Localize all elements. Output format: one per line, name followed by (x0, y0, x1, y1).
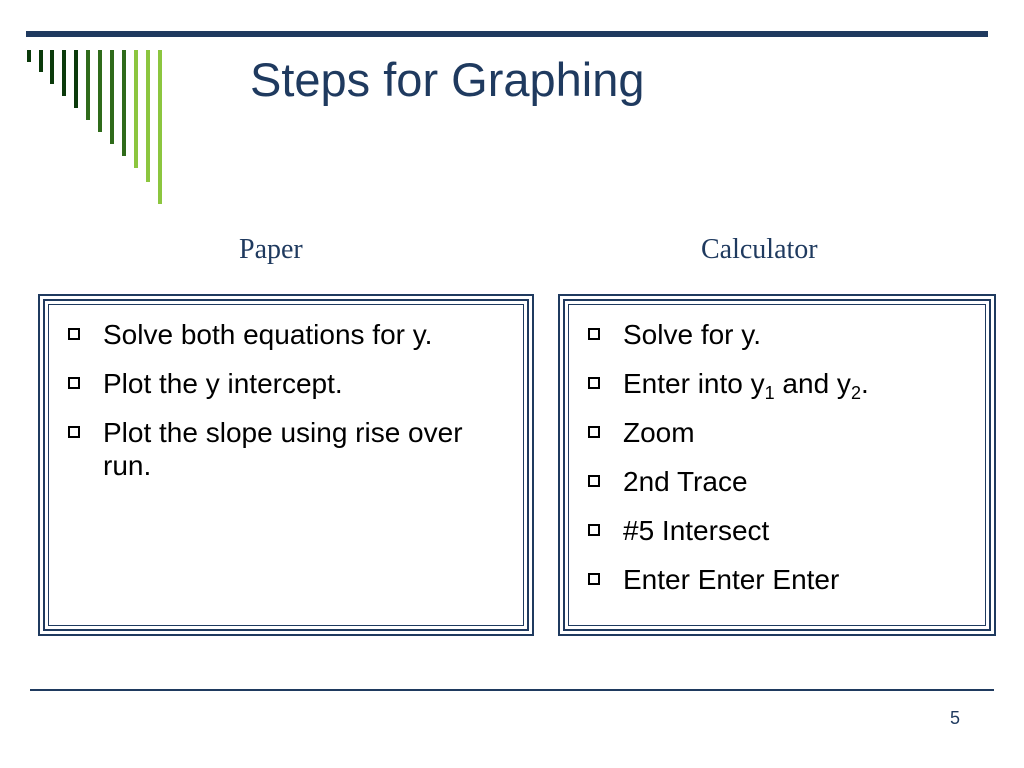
decorative-bar (134, 50, 138, 168)
decorative-bar (39, 50, 43, 72)
list-item (585, 318, 975, 351)
decorative-bar (50, 50, 54, 84)
paper-steps-list (65, 318, 513, 498)
step-text: #5 Intersect (623, 515, 770, 546)
calculator-box-inner-border (563, 299, 991, 631)
step-text-suffix: . (860, 368, 869, 399)
decorative-bar (62, 50, 66, 96)
subscript-2: 2 (850, 383, 861, 403)
calculator-steps-list (585, 318, 975, 612)
paper-box-inner-border (43, 299, 529, 631)
decorative-bar (27, 50, 31, 62)
column-heading-calculator: Calculator (701, 234, 818, 265)
decorative-bar (86, 50, 90, 120)
decorative-bar (98, 50, 102, 132)
hollow-square-bullet-icon (68, 426, 80, 438)
decorative-bar (110, 50, 114, 144)
list-item (65, 416, 513, 482)
step-text: Solve both equations for y. (103, 319, 433, 350)
step-text: Solve for y. (623, 319, 761, 350)
hollow-square-bullet-icon (588, 328, 600, 340)
hollow-square-bullet-icon (588, 524, 600, 536)
paper-box-innermost-border (48, 304, 524, 626)
calculator-box-innermost-border (568, 304, 986, 626)
column-heading-paper: Paper (239, 234, 303, 265)
list-item (65, 367, 513, 400)
list-item (65, 318, 513, 351)
hollow-square-bullet-icon (588, 573, 600, 585)
paper-steps-box (38, 294, 534, 636)
list-item (585, 465, 975, 498)
step-text (623, 368, 869, 403)
calculator-steps-box (558, 294, 996, 636)
hollow-square-bullet-icon (68, 328, 80, 340)
step-text-middle: and y (774, 368, 851, 399)
list-item (585, 563, 975, 596)
page-number: 5 (950, 708, 961, 728)
decorative-bar (146, 50, 150, 182)
hollow-square-bullet-icon (588, 475, 600, 487)
subscript-1: 1 (764, 383, 775, 403)
hollow-square-bullet-icon (588, 377, 600, 389)
list-item (585, 416, 975, 449)
hollow-square-bullet-icon (68, 377, 80, 389)
decorative-bar (158, 50, 162, 204)
step-text: Plot the slope using rise over run. (103, 417, 463, 481)
slide-title: Steps for Graphing (250, 53, 645, 106)
step-text: Enter Enter Enter (623, 564, 840, 595)
hollow-square-bullet-icon (588, 426, 600, 438)
decorative-bar (122, 50, 126, 156)
step-text: Zoom (623, 417, 695, 448)
step-text: Plot the y intercept. (103, 368, 343, 399)
step-text-prefix: Enter into y (623, 368, 765, 399)
list-item (585, 367, 975, 403)
bottom-rule (30, 689, 994, 691)
list-item (585, 514, 975, 547)
step-text: 2nd Trace (623, 466, 748, 497)
decorative-bars-graphic (0, 0, 200, 220)
decorative-bar (74, 50, 78, 108)
